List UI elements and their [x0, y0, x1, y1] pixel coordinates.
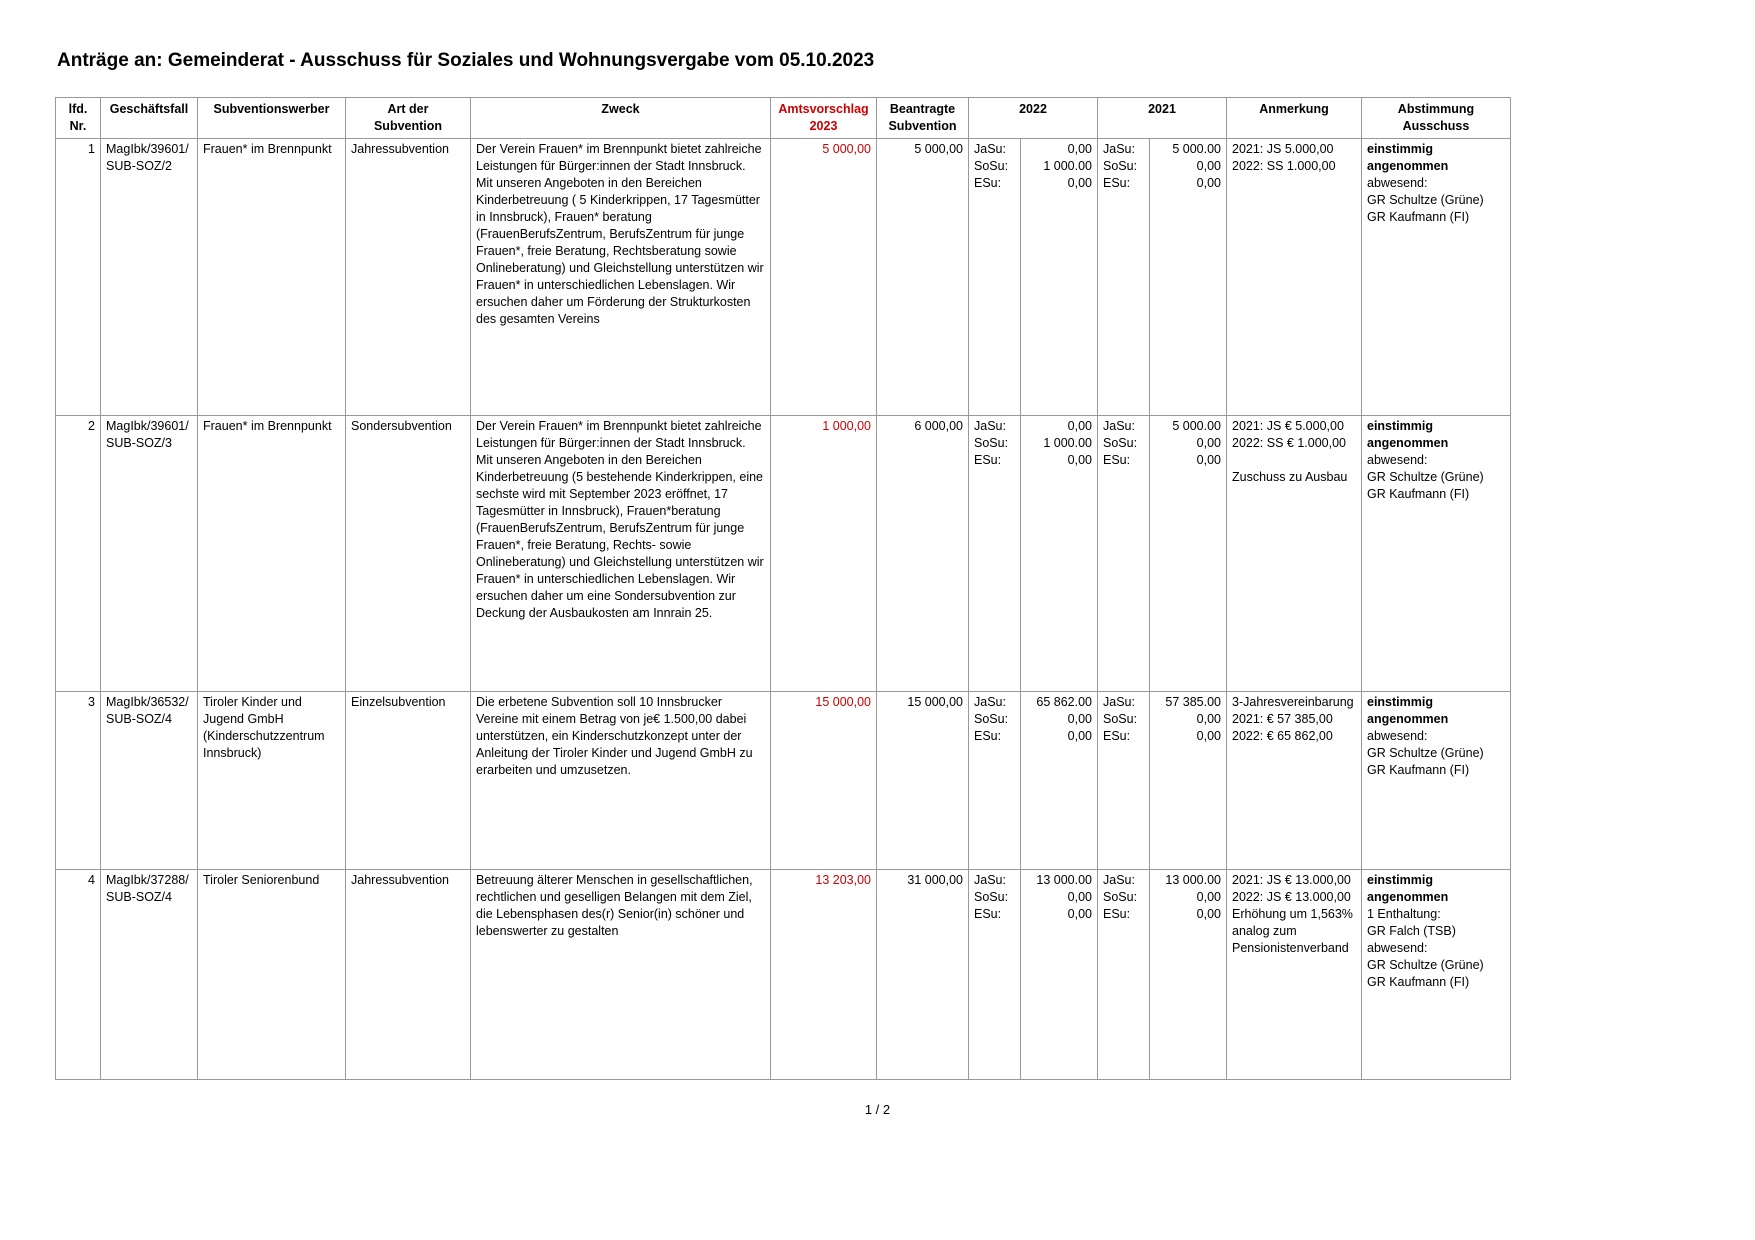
cell-subventionswerber: Frauen* im Brennpunkt [198, 416, 346, 692]
table-row [56, 870, 1511, 1080]
cell-art-der-subvention: Jahressubvention [346, 870, 471, 1080]
cell-lfd-nr: 1 [56, 139, 101, 416]
subsidy-table [55, 97, 1511, 1080]
table-row [56, 139, 1511, 416]
abstimmung-result: einstimmig angenommen [1367, 419, 1449, 450]
col-header-abstimmung-ausschuss: Abstimmung Ausschuss [1362, 98, 1511, 139]
cell-zweck: Der Verein Frauen* im Brennpunkt bietet zahlreiche Leistungen für Bürger:innen der Stadt Innsbruck. Mit unseren Angeboten in den Bereichen Kinderbetreuung (5 bestehende Kinderkrippen, eine sechste wird mit September 2023 eröffnet, 17 Tagesmütter in Innsbruck), Frauen*beratung (FrauenBerufsZentrum, BerufsZentrum für junge Frauen*, freie Beratung, Rechts- sowie Onlineberatung) und Gleichstellung unterstützen wir Frauen* in unterschiedlichen Lebenslagen. Wir ersuchen daher um eine Sondersubvention zur Deckung der Ausbaukosten am Innrain 25. [471, 416, 771, 692]
cell-amtsvorschlag-2023: 5 000,00 [771, 139, 877, 416]
col-header-2022: 2022 [969, 98, 1098, 139]
cell-anmerkung: 2021: JS 5.000,00 2022: SS 1.000,00 [1227, 139, 1362, 416]
cell-2021-values: 57 385.00 0,00 0,00 [1150, 692, 1227, 870]
cell-anmerkung: 3-Jahresvereinbarung 2021: € 57 385,00 2022: € 65 862,00 [1227, 692, 1362, 870]
abstimmung-details: abwesend: GR Schultze (Grüne) GR Kaufmann (FI) [1367, 729, 1484, 777]
cell-2021-labels: JaSu: SoSu: ESu: [1098, 692, 1150, 870]
page-number: 1 / 2 [864, 1102, 891, 1117]
cell-amtsvorschlag-2023: 15 000,00 [771, 692, 877, 870]
cell-lfd-nr: 4 [56, 870, 101, 1080]
abstimmung-result: einstimmig angenommen [1367, 873, 1449, 904]
col-header-subventionswerber: Subventionswerber [198, 98, 346, 139]
page-title: Anträge an: Gemeinderat - Ausschuss für Soziales und Wohnungsvergabe vom 05.10.2023 [57, 50, 875, 71]
cell-zweck: Betreuung älterer Menschen in gesellschaftlichen, rechtlichen und geselligen Belangen mit dem Ziel, die Lebensphasen des(r) Senior(in) schöner und lebenswerter zu gestalten [471, 870, 771, 1080]
cell-art-der-subvention: Einzelsubvention [346, 692, 471, 870]
cell-subventionswerber: Tiroler Seniorenbund [198, 870, 346, 1080]
cell-2022-values: 0,00 1 000.00 0,00 [1021, 139, 1098, 416]
cell-geschaeftsfall: MagIbk/37288/ SUB-SOZ/4 [101, 870, 198, 1080]
cell-art-der-subvention: Sondersubvention [346, 416, 471, 692]
cell-2022-labels: JaSu: SoSu: ESu: [969, 692, 1021, 870]
col-header-anmerkung: Anmerkung [1227, 98, 1362, 139]
cell-zweck: Der Verein Frauen* im Brennpunkt bietet zahlreiche Leistungen für Bürger:innen der Stadt Innsbruck. Mit unseren Angeboten in den Bereichen Kinderbetreuung ( 5 Kinderkrippen, 17 Tagesmütter in Innsbruck), Frauen* beratung (FrauenBerufsZentrum, BerufsZentrum für junge Frauen*, freie Beratung, Rechtsberatung sowie Onlineberatung) und Gleichstellung unterstützen wir Frauen* in unterschiedlichen Lebenslagen. Wir ersuchen daher um Förderung der Strukturkosten des gesamten Vereins [471, 139, 771, 416]
cell-subventionswerber: Tiroler Kinder und Jugend GmbH (Kinderschutzzentrum Innsbruck) [198, 692, 346, 870]
cell-geschaeftsfall: MagIbk/39601/ SUB-SOZ/2 [101, 139, 198, 416]
cell-2022-labels: JaSu: SoSu: ESu: [969, 139, 1021, 416]
col-header-geschaeftsfall: Geschäftsfall [101, 98, 198, 139]
cell-beantragte-subvention: 6 000,00 [877, 416, 969, 692]
col-header-2021: 2021 [1098, 98, 1227, 139]
cell-subventionswerber: Frauen* im Brennpunkt [198, 139, 346, 416]
cell-2022-values: 13 000.00 0,00 0,00 [1021, 870, 1098, 1080]
col-header-art-der-subvention: Art der Subvention [346, 98, 471, 139]
cell-amtsvorschlag-2023: 1 000,00 [771, 416, 877, 692]
cell-beantragte-subvention: 5 000,00 [877, 139, 969, 416]
cell-2021-labels: JaSu: SoSu: ESu: [1098, 870, 1150, 1080]
abstimmung-details: abwesend: GR Schultze (Grüne) GR Kaufmann (FI) [1367, 176, 1484, 224]
cell-abstimmung [1362, 416, 1511, 692]
cell-abstimmung [1362, 870, 1511, 1080]
cell-abstimmung [1362, 139, 1511, 416]
col-header-beantragte-subvention: Beantragte Subvention [877, 98, 969, 139]
col-header-lfd-nr: lfd. Nr. [56, 98, 101, 139]
cell-abstimmung [1362, 692, 1511, 870]
cell-geschaeftsfall: MagIbk/39601/ SUB-SOZ/3 [101, 416, 198, 692]
cell-lfd-nr: 3 [56, 692, 101, 870]
cell-anmerkung: 2021: JS € 5.000,00 2022: SS € 1.000,00 Zuschuss zu Ausbau [1227, 416, 1362, 692]
cell-2021-labels: JaSu: SoSu: ESu: [1098, 416, 1150, 692]
col-header-amtsvorschlag-2023: Amtsvorschlag 2023 [771, 98, 877, 139]
cell-zweck: Die erbetene Subvention soll 10 Innsbrucker Vereine mit einem Betrag von je€ 1.500,00 dabei unterstützen, ein Kinderschutzkonzept unter der Anleitung der Tiroler Kinder und Jugend GmbH zu erarbeiten und umzusetzen. [471, 692, 771, 870]
cell-beantragte-subvention: 15 000,00 [877, 692, 969, 870]
abstimmung-result: einstimmig angenommen [1367, 695, 1449, 726]
cell-2021-labels: JaSu: SoSu: ESu: [1098, 139, 1150, 416]
cell-geschaeftsfall: MagIbk/36532/ SUB-SOZ/4 [101, 692, 198, 870]
cell-2022-values: 65 862.00 0,00 0,00 [1021, 692, 1098, 870]
cell-beantragte-subvention: 31 000,00 [877, 870, 969, 1080]
cell-anmerkung: 2021: JS € 13.000,00 2022: JS € 13.000,00 Erhöhung um 1,563% analog zum Pensionistenverband [1227, 870, 1362, 1080]
cell-amtsvorschlag-2023: 13 203,00 [771, 870, 877, 1080]
abstimmung-result: einstimmig angenommen [1367, 142, 1449, 173]
abstimmung-details: 1 Enthaltung: GR Falch (TSB) abwesend: GR Schultze (Grüne) GR Kaufmann (FI) [1367, 907, 1484, 989]
cell-2021-values: 5 000.00 0,00 0,00 [1150, 139, 1227, 416]
cell-2021-values: 13 000.00 0,00 0,00 [1150, 870, 1227, 1080]
cell-lfd-nr: 2 [56, 416, 101, 692]
abstimmung-details: abwesend: GR Schultze (Grüne) GR Kaufmann (FI) [1367, 453, 1484, 501]
table-row [56, 416, 1511, 692]
cell-2022-values: 0,00 1 000.00 0,00 [1021, 416, 1098, 692]
table-header-row [56, 98, 1511, 139]
cell-2021-values: 5 000.00 0,00 0,00 [1150, 416, 1227, 692]
col-header-zweck: Zweck [471, 98, 771, 139]
table-row [56, 692, 1511, 870]
cell-2022-labels: JaSu: SoSu: ESu: [969, 870, 1021, 1080]
cell-2022-labels: JaSu: SoSu: ESu: [969, 416, 1021, 692]
cell-art-der-subvention: Jahressubvention [346, 139, 471, 416]
